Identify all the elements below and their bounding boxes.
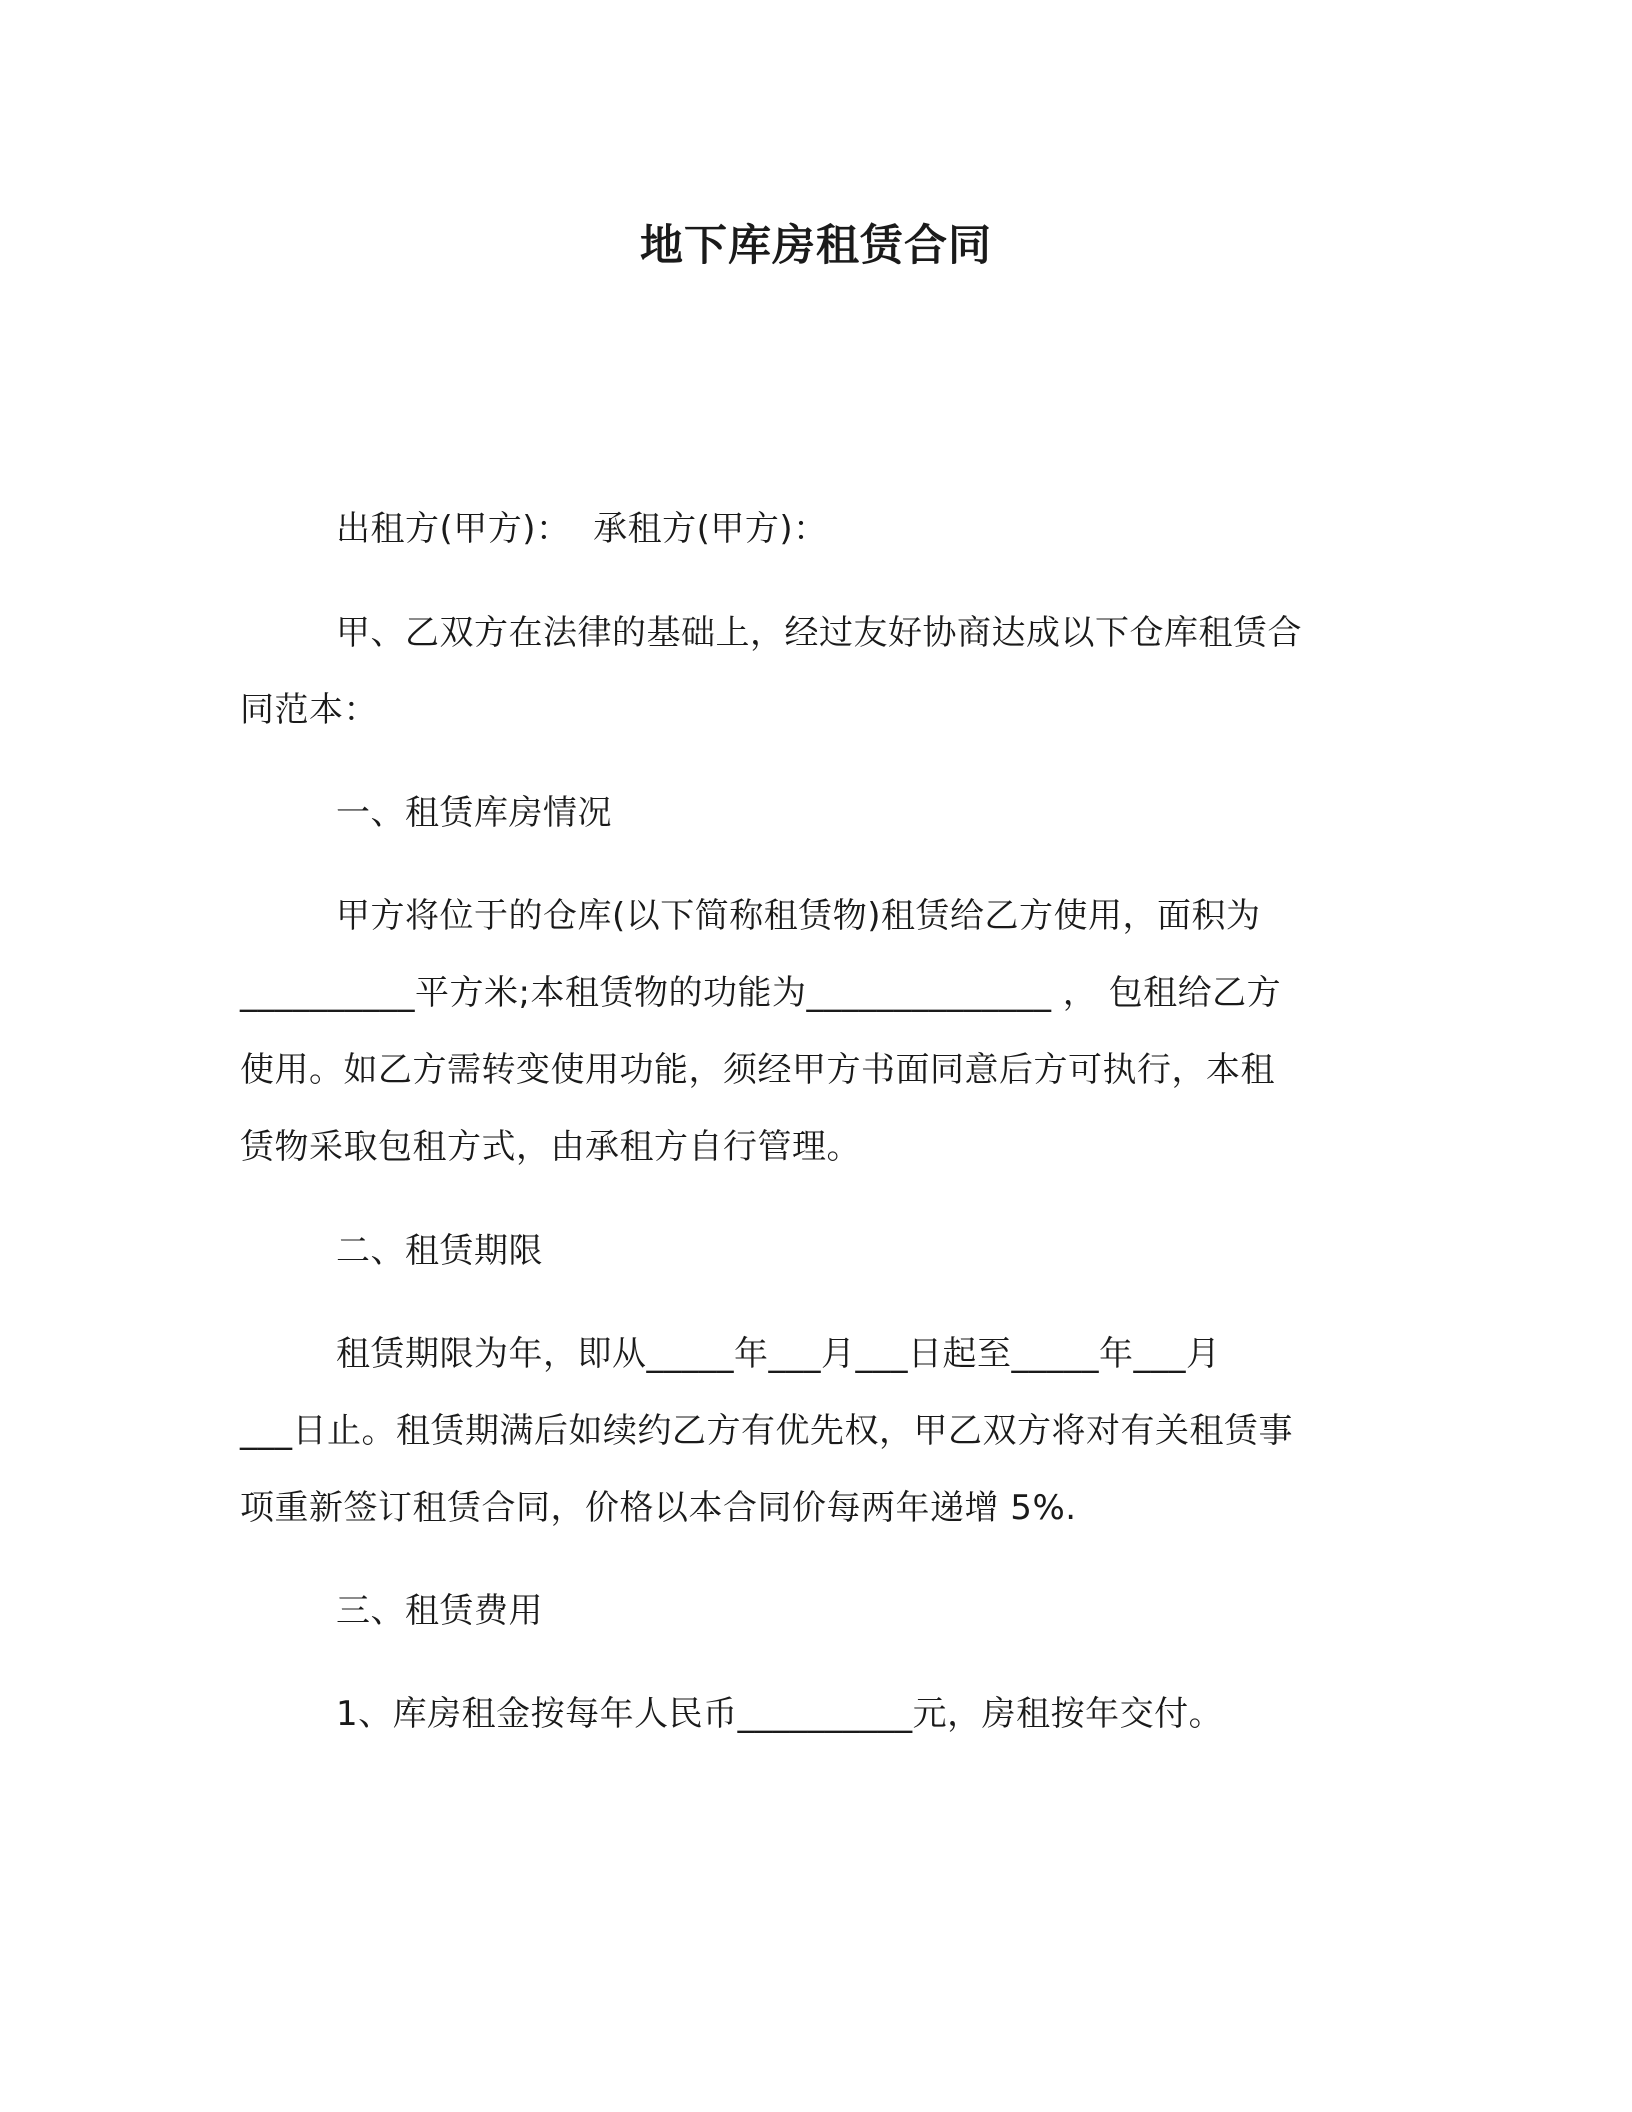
section-1-line-4: 赁物采取包租方式，由承租方自行管理。 xyxy=(240,1127,861,1167)
section-2-line-2: ___日止。租赁期满后如续约乙方有优先权，甲乙双方将对有关租赁事 xyxy=(240,1411,1293,1451)
parties-line: 出租方(甲方)： 承租方(甲方)： xyxy=(336,509,828,549)
intro-line-2: 同范本： xyxy=(240,690,378,730)
section-2-line-3: 项重新签订租赁合同，价格以本合同价每两年递增 5%. xyxy=(240,1488,1077,1528)
intro-line-1: 甲、乙双方在法律的基础上，经过友好协商达成以下仓库租赁合 xyxy=(336,613,1302,653)
section-1-heading: 一、租赁库房情况 xyxy=(336,793,612,833)
section-2-line-1: 租赁期限为年，即从_____年___月___日起至_____年___月 xyxy=(336,1334,1221,1374)
document-title: 地下库房租赁合同 xyxy=(640,221,992,271)
section-1-line-3: 使用。如乙方需转变使用功能，须经甲方书面同意后方可执行，本租 xyxy=(240,1050,1275,1090)
section-2-heading: 二、租赁期限 xyxy=(336,1231,543,1271)
section-1-line-1: 甲方将位于的仓库(以下简称租赁物)租赁给乙方使用，面积为 xyxy=(336,896,1261,936)
section-1-line-2: __________平方米;本租赁物的功能为______________ ， 包租给乙方 xyxy=(240,973,1282,1013)
section-3-heading: 三、租赁费用 xyxy=(336,1591,543,1631)
section-3-item-1: 1、库房租金按每年人民币__________元，房租按年交付。 xyxy=(336,1694,1224,1734)
